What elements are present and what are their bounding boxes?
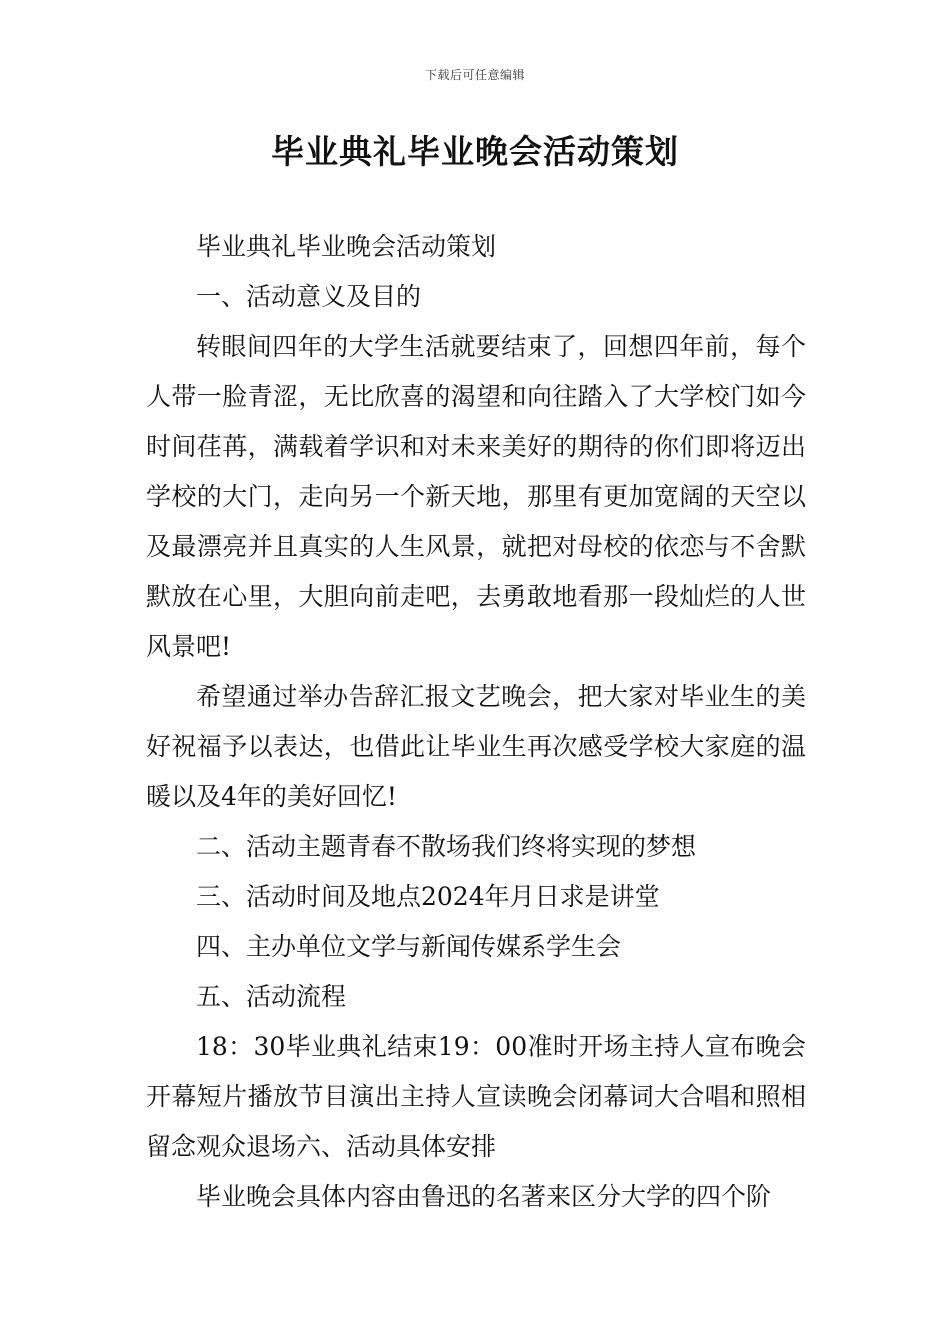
section-heading-time-place: 三、活动时间及地点2024年月日求是讲堂 — [196, 882, 660, 911]
document-body — [146, 222, 806, 1222]
section-heading-process: 五、活动流程 — [196, 982, 347, 1011]
document-title: 毕业典礼毕业晚会活动策划 — [271, 132, 679, 171]
section-heading-theme: 二、活动主题青春不散场我们终将实现的梦想 — [196, 832, 697, 861]
paragraph-purpose: 转眼间四年的大学生活就要结束了，回想四年前，每个人带一脸青涩，无比欣喜的渴望和向往踏入了大学校门如今时间荏苒，满载着学识和对未来美好的期待的你们即将迈出学校的大门，走向另一个新天地，那里有更加宽阔的天空以及最漂亮并且真实的人生风景，就把对母校的依恋与不舍默默放在心里，大胆向前走吧，去勇敢地看那一段灿烂的人世风景吧! — [146, 332, 806, 661]
header-note: 下载后可任意编辑 — [424, 68, 525, 82]
paragraph-subtitle: 毕业典礼毕业晚会活动策划 — [196, 232, 497, 261]
section-heading-organizer: 四、主办单位文学与新闻传媒系学生会 — [196, 932, 622, 961]
section-heading-purpose: 一、活动意义及目的 — [196, 282, 422, 311]
paragraph-hope: 希望通过举办告辞汇报文艺晚会，把大家对毕业生的美好祝福予以表达，也借此让毕业生再次感受学校大家庭的温暖以及4年的美好回忆! — [146, 682, 806, 811]
paragraph-arrangement: 毕业晚会具体内容由鲁迅的名著来区分大学的四个阶 — [196, 1182, 772, 1211]
paragraph-schedule: 18：30毕业典礼结束19：00准时开场主持人宣布晚会开幕短片播放节目演出主持人宣读晚会闭幕词大合唱和照相留念观众退场六、活动具体安排 — [146, 1032, 806, 1161]
